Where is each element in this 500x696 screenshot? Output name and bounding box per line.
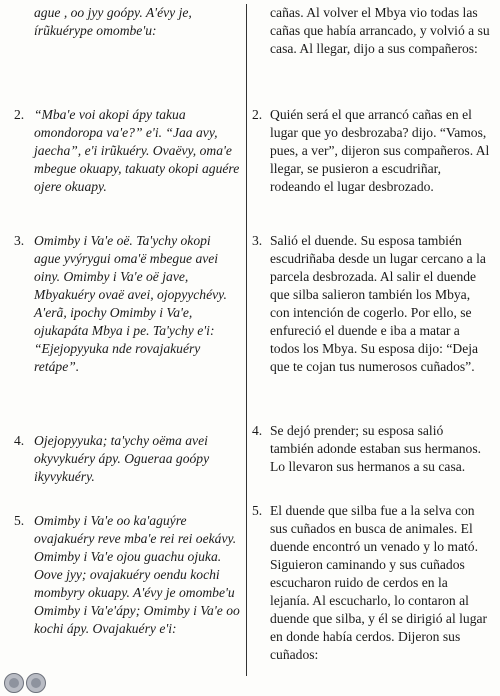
paragraph-number: 3. — [14, 233, 25, 248]
spanish-continuation-text: cañas. Al volver el Mbya vio todas las cañas que había arrancado, y volvió a su casa. Al llegar, dijo a sus compañeros: — [270, 5, 490, 56]
guarani-paragraph-3 — [14, 232, 240, 376]
spanish-paragraph-2 — [252, 106, 490, 196]
paragraph-number: 3. — [252, 233, 263, 248]
paragraph-text: Omimby i Va'e oo ka'aguýre ovajakuéry reve mba'e rei rei oekávy. Omimby i Va'e ojou guachu ojuka. Oove jyy; ovajakuéry oendu kochi mombyry okuapy. A'évy je omombe'u Omimby i Va'e'ápy; Omimby i Va'e oo kochi ápy. Ovajakuéry e'i: — [34, 513, 240, 636]
paragraph-number: 2. — [252, 107, 263, 122]
guarani-continuation-text: ague , oo jyy goópy. A'évy je, írũkuérype omombe'u: — [34, 5, 192, 38]
spanish-top-continuation — [252, 4, 490, 58]
paragraph-text: Quién será el que arrancó cañas en el lugar que yo desbrozaba? dijo. “Vamos, pues, a ver”, dijeron sus compañeros. Al llegar, se pusieron a escudriñar, rodeando el lugar desbrozado. — [270, 107, 490, 194]
paragraph-text: Ojejopyyuka; ta'ychy oëma avei okyvykuéry ápy. Ogueraa goópy ikyvykuéry. — [34, 433, 210, 484]
paragraph-number: 4. — [14, 433, 25, 448]
column-divider — [246, 4, 247, 676]
paragraph-number: 5. — [14, 513, 25, 528]
guarani-paragraph-2 — [14, 106, 240, 196]
paragraph-text: El duende que silba fue a la selva con sus cuñados en busca de animales. El duende encontró un venado y lo mató. Siguieron caminando y sus cuñados escucharon ruido de cerdos en la lejanía. Al escucharlo, lo contaron al duende que silba, y él se dirigió al lugar en donde había cerdos. Dijeron sus cuñados: — [270, 503, 488, 662]
paragraph-text: Omimby i Va'e oë. Ta'ychy okopi ague yvýrygui oma'ë mbegue avei oiny. Omimby i Va'e oë jave, Mbyakuéry ovaë avei, ojopyychévy. A'erã, ipochy Omimby i Va'e, ojukapáta Mbya i pe. Ta'ychy e'i: “Ejejopyyuka nde rovajakuéry retápe”. — [34, 233, 227, 374]
spanish-paragraph-4 — [252, 422, 490, 476]
spanish-paragraph-5 — [252, 502, 490, 664]
spanish-paragraph-3 — [252, 232, 490, 376]
paragraph-text: Salió el duende. Su esposa también escudriñaba desde un lugar cercano a la parcela desbrozada. Al salir el duende que silba salieron también los Mbya, con intención de cogerlo. Por ello, se enfureció el duende e iba a matar a todos los Mbya. Su esposa dijo: “Deja que te cojan tus numerosos cuñados”. — [270, 233, 486, 374]
publisher-logo-icon — [3, 672, 49, 694]
guarani-paragraph-5 — [14, 512, 240, 638]
paragraph-text: Se dejó prender; su esposa salió también adonde estaban sus hermanos. Lo llevaron sus hermanos a su casa. — [270, 423, 482, 474]
paragraph-number: 5. — [252, 503, 263, 518]
paragraph-text: “Mba'e voi akopi ápy takua omondoropa va'e?” e'i. “Jaa avy, jaecha”, e'i irũkuéry. Ovaëvy, oma'e mbegue okuapy, takuaty okopi aguére ojere okuapy. — [34, 107, 240, 194]
guarani-paragraph-4 — [14, 432, 240, 486]
paragraph-number: 2. — [14, 107, 25, 122]
paragraph-number: 4. — [252, 423, 263, 438]
guarani-top-continuation — [14, 4, 240, 40]
